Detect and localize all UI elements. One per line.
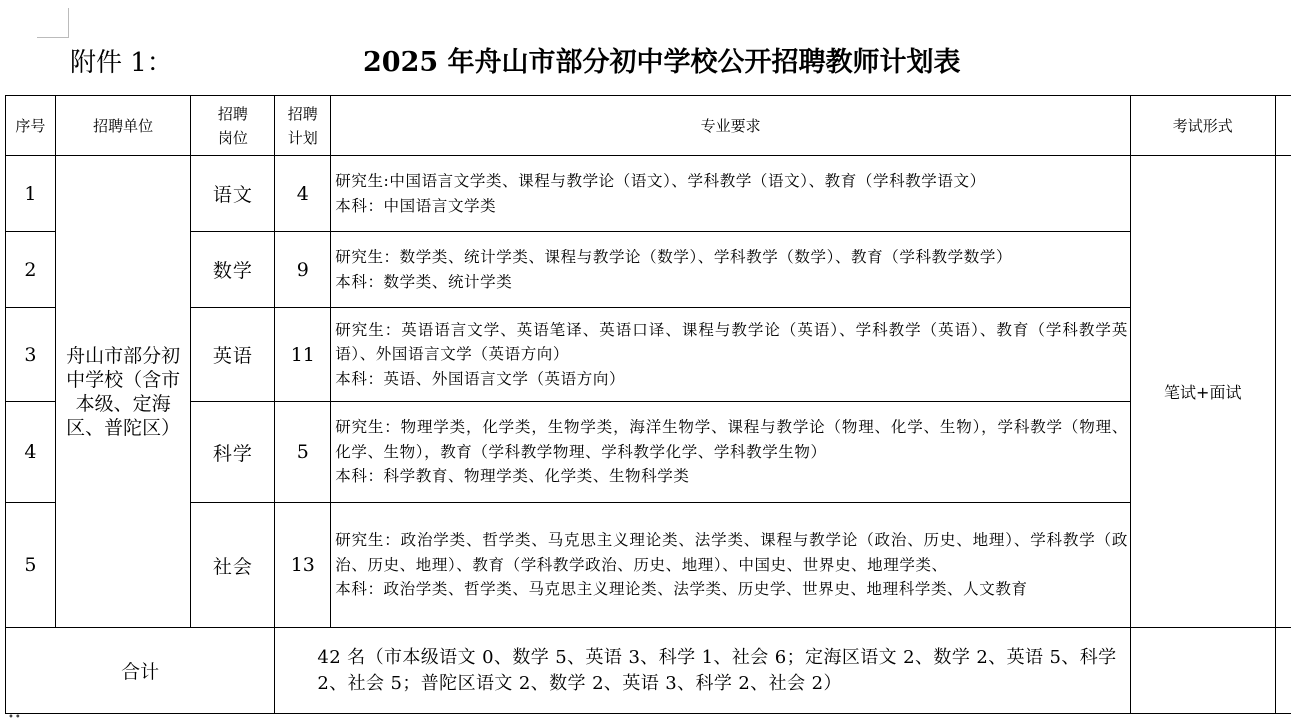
page-edge-dots: •• (8, 712, 22, 723)
row-plan: 11 (275, 308, 331, 402)
row-index: 1 (6, 156, 56, 232)
table-row (6, 156, 1291, 232)
recruitment-plan-table (5, 95, 1291, 714)
total-label: 合计 (6, 628, 275, 714)
row-index: 5 (6, 503, 56, 628)
header-index: 序号 (6, 96, 56, 156)
row-post: 科学 (191, 402, 275, 503)
total-edge-cell (1275, 628, 1291, 714)
total-summary-text: 42 名（市本级语文 0、数学 5、英语 3、科学 1、社会 6；定海区语文 2、数学 2、英语 5、科学 2、社会 5；普陀区语文 2、数学 2、英语 3、科学 2、社会 2） (279, 645, 1126, 697)
attachment-label: 附件 1： (70, 44, 173, 82)
row-requirements (331, 232, 1131, 308)
undergraduate-requirement: 本科：政治学类、哲学类、马克思主义理论类、法学类、历史学、世界史、地理科学类、人文教育 (335, 577, 1128, 602)
undergraduate-requirement: 本科：英语、外国语言文学（英语方向） (335, 367, 1128, 392)
edge-cell (1275, 156, 1291, 628)
row-index: 3 (6, 308, 56, 402)
row-requirements (331, 156, 1131, 232)
row-plan: 5 (275, 402, 331, 503)
undergraduate-requirement: 本科：科学教育、物理学类、化学类、生物科学类 (335, 464, 1128, 489)
graduate-requirement: 研究生：物理学类，化学类，生物学类，海洋生物学、课程与教学论（物理、化学、生物），学科教学（物理、化学、生物），教育（学科教学物理、学科教学化学、学科教学生物） (335, 415, 1128, 464)
graduate-requirement: 研究生:中国语言文学类、课程与教学论（语文）、学科教学（语文）、教育（学科教学语文） (335, 169, 1128, 194)
row-index: 4 (6, 402, 56, 503)
undergraduate-requirement: 本科：中国语言文学类 (335, 194, 1128, 219)
page-corner-mark (37, 8, 69, 38)
total-exam-empty (1131, 628, 1276, 714)
graduate-requirement: 研究生：英语语言文学、英语笔译、英语口译、课程与教学论（英语）、学科教学（英语）、教育（学科教学英语）、外国语言文学（英语方向） (335, 318, 1128, 367)
row-plan: 9 (275, 232, 331, 308)
total-summary (275, 628, 1131, 714)
header-plan: 招聘计划 (275, 96, 331, 156)
row-post: 数学 (191, 232, 275, 308)
table-row (6, 308, 1291, 402)
row-requirements (331, 308, 1131, 402)
row-post: 语文 (191, 156, 275, 232)
header-requirements: 专业要求 (331, 96, 1131, 156)
exam-form: 笔试+面试 (1131, 156, 1276, 628)
graduate-requirement: 研究生：数学类、统计学类、课程与教学论（数学）、学科教学（数学）、教育（学科教学数学） (335, 245, 1128, 270)
header-row (6, 96, 1291, 156)
row-requirements (331, 402, 1131, 503)
header-edge-cell (1275, 96, 1291, 156)
header-post: 招聘岗位 (191, 96, 275, 156)
row-post: 英语 (191, 308, 275, 402)
table-row (6, 503, 1291, 628)
total-row (6, 628, 1291, 714)
row-index: 2 (6, 232, 56, 308)
row-post: 社会 (191, 503, 275, 628)
table-row (6, 232, 1291, 308)
header-exam: 考试形式 (1131, 96, 1276, 156)
header-unit: 招聘单位 (55, 96, 191, 156)
unit-name: 舟山市部分初中学校（含市本级、定海区、普陀区） (55, 156, 191, 628)
row-plan: 4 (275, 156, 331, 232)
row-plan: 13 (275, 503, 331, 628)
table-row (6, 402, 1291, 503)
graduate-requirement: 研究生：政治学类、哲学类、马克思主义理论类、法学类、课程与教学论（政治、历史、地理）、学科教学（政治、历史、地理）、教育（学科教学政治、历史、地理）、中国史、世界史、地理学类、 (335, 528, 1128, 577)
document-title: 2025 年舟山市部分初中学校公开招聘教师计划表 (363, 44, 961, 82)
undergraduate-requirement: 本科：数学类、统计学类 (335, 270, 1128, 295)
row-requirements (331, 503, 1131, 628)
